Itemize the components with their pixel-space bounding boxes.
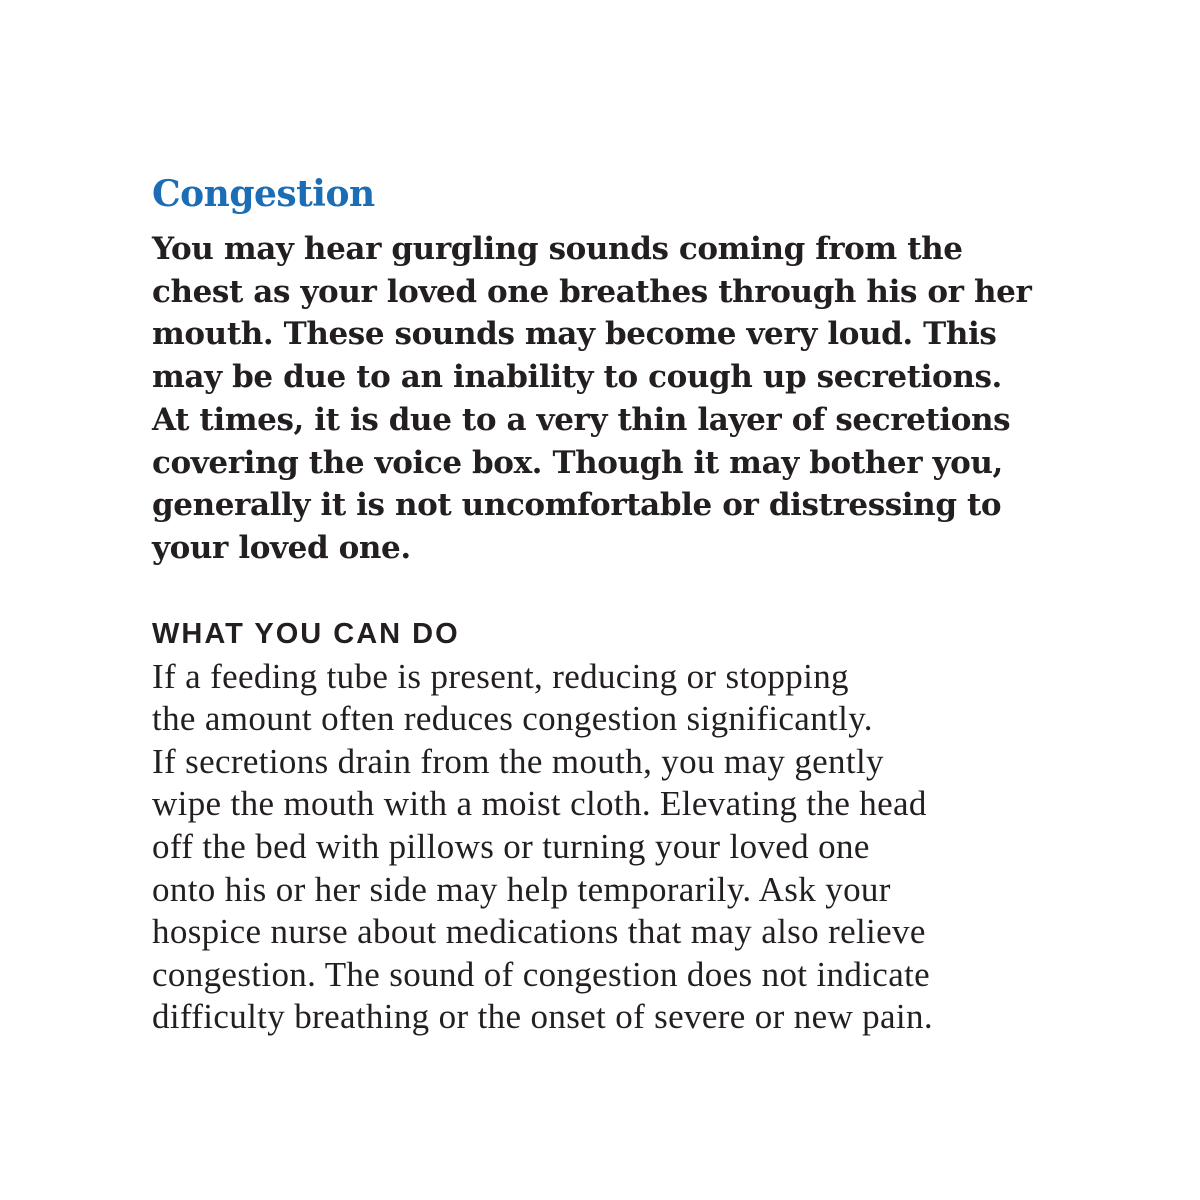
body-paragraph [152, 656, 1152, 1039]
body-line: hospice nurse about medications that may also relieve [152, 912, 926, 952]
intro-line: your loved one. [152, 529, 411, 566]
section-title: Congestion [152, 173, 375, 215]
content-block [152, 172, 1152, 1039]
body-line: If a feeding tube is present, reducing or stopping [152, 656, 849, 696]
body-line: difficulty breathing or the onset of severe or new pain. [152, 997, 933, 1037]
intro-paragraph [152, 228, 1152, 570]
body-line: onto his or her side may help temporarily. Ask your [152, 869, 891, 909]
intro-line: generally it is not uncomfortable or distressing to [152, 487, 1002, 524]
body-line: If secretions drain from the mouth, you may gently [152, 741, 884, 781]
subheading: WHAT YOU CAN DO [152, 617, 460, 650]
body-line: wipe the mouth with a moist cloth. Elevating the head [152, 784, 927, 824]
intro-line: At times, it is due to a very thin layer of secretions [152, 401, 1011, 438]
intro-line: may be due to an inability to cough up secretions. [152, 359, 1002, 396]
intro-line: chest as your loved one breathes through his or her [152, 273, 1032, 310]
intro-line: mouth. These sounds may become very loud. This [152, 316, 997, 353]
body-line: off the bed with pillows or turning your loved one [152, 827, 870, 866]
intro-line: You may hear gurgling sounds coming from the [152, 231, 963, 267]
body-line: the amount often reduces congestion significantly. [152, 699, 873, 739]
body-line: congestion. The sound of congestion does not indicate [152, 954, 931, 994]
intro-line: covering the voice box. Though it may bother you, [152, 444, 1003, 481]
